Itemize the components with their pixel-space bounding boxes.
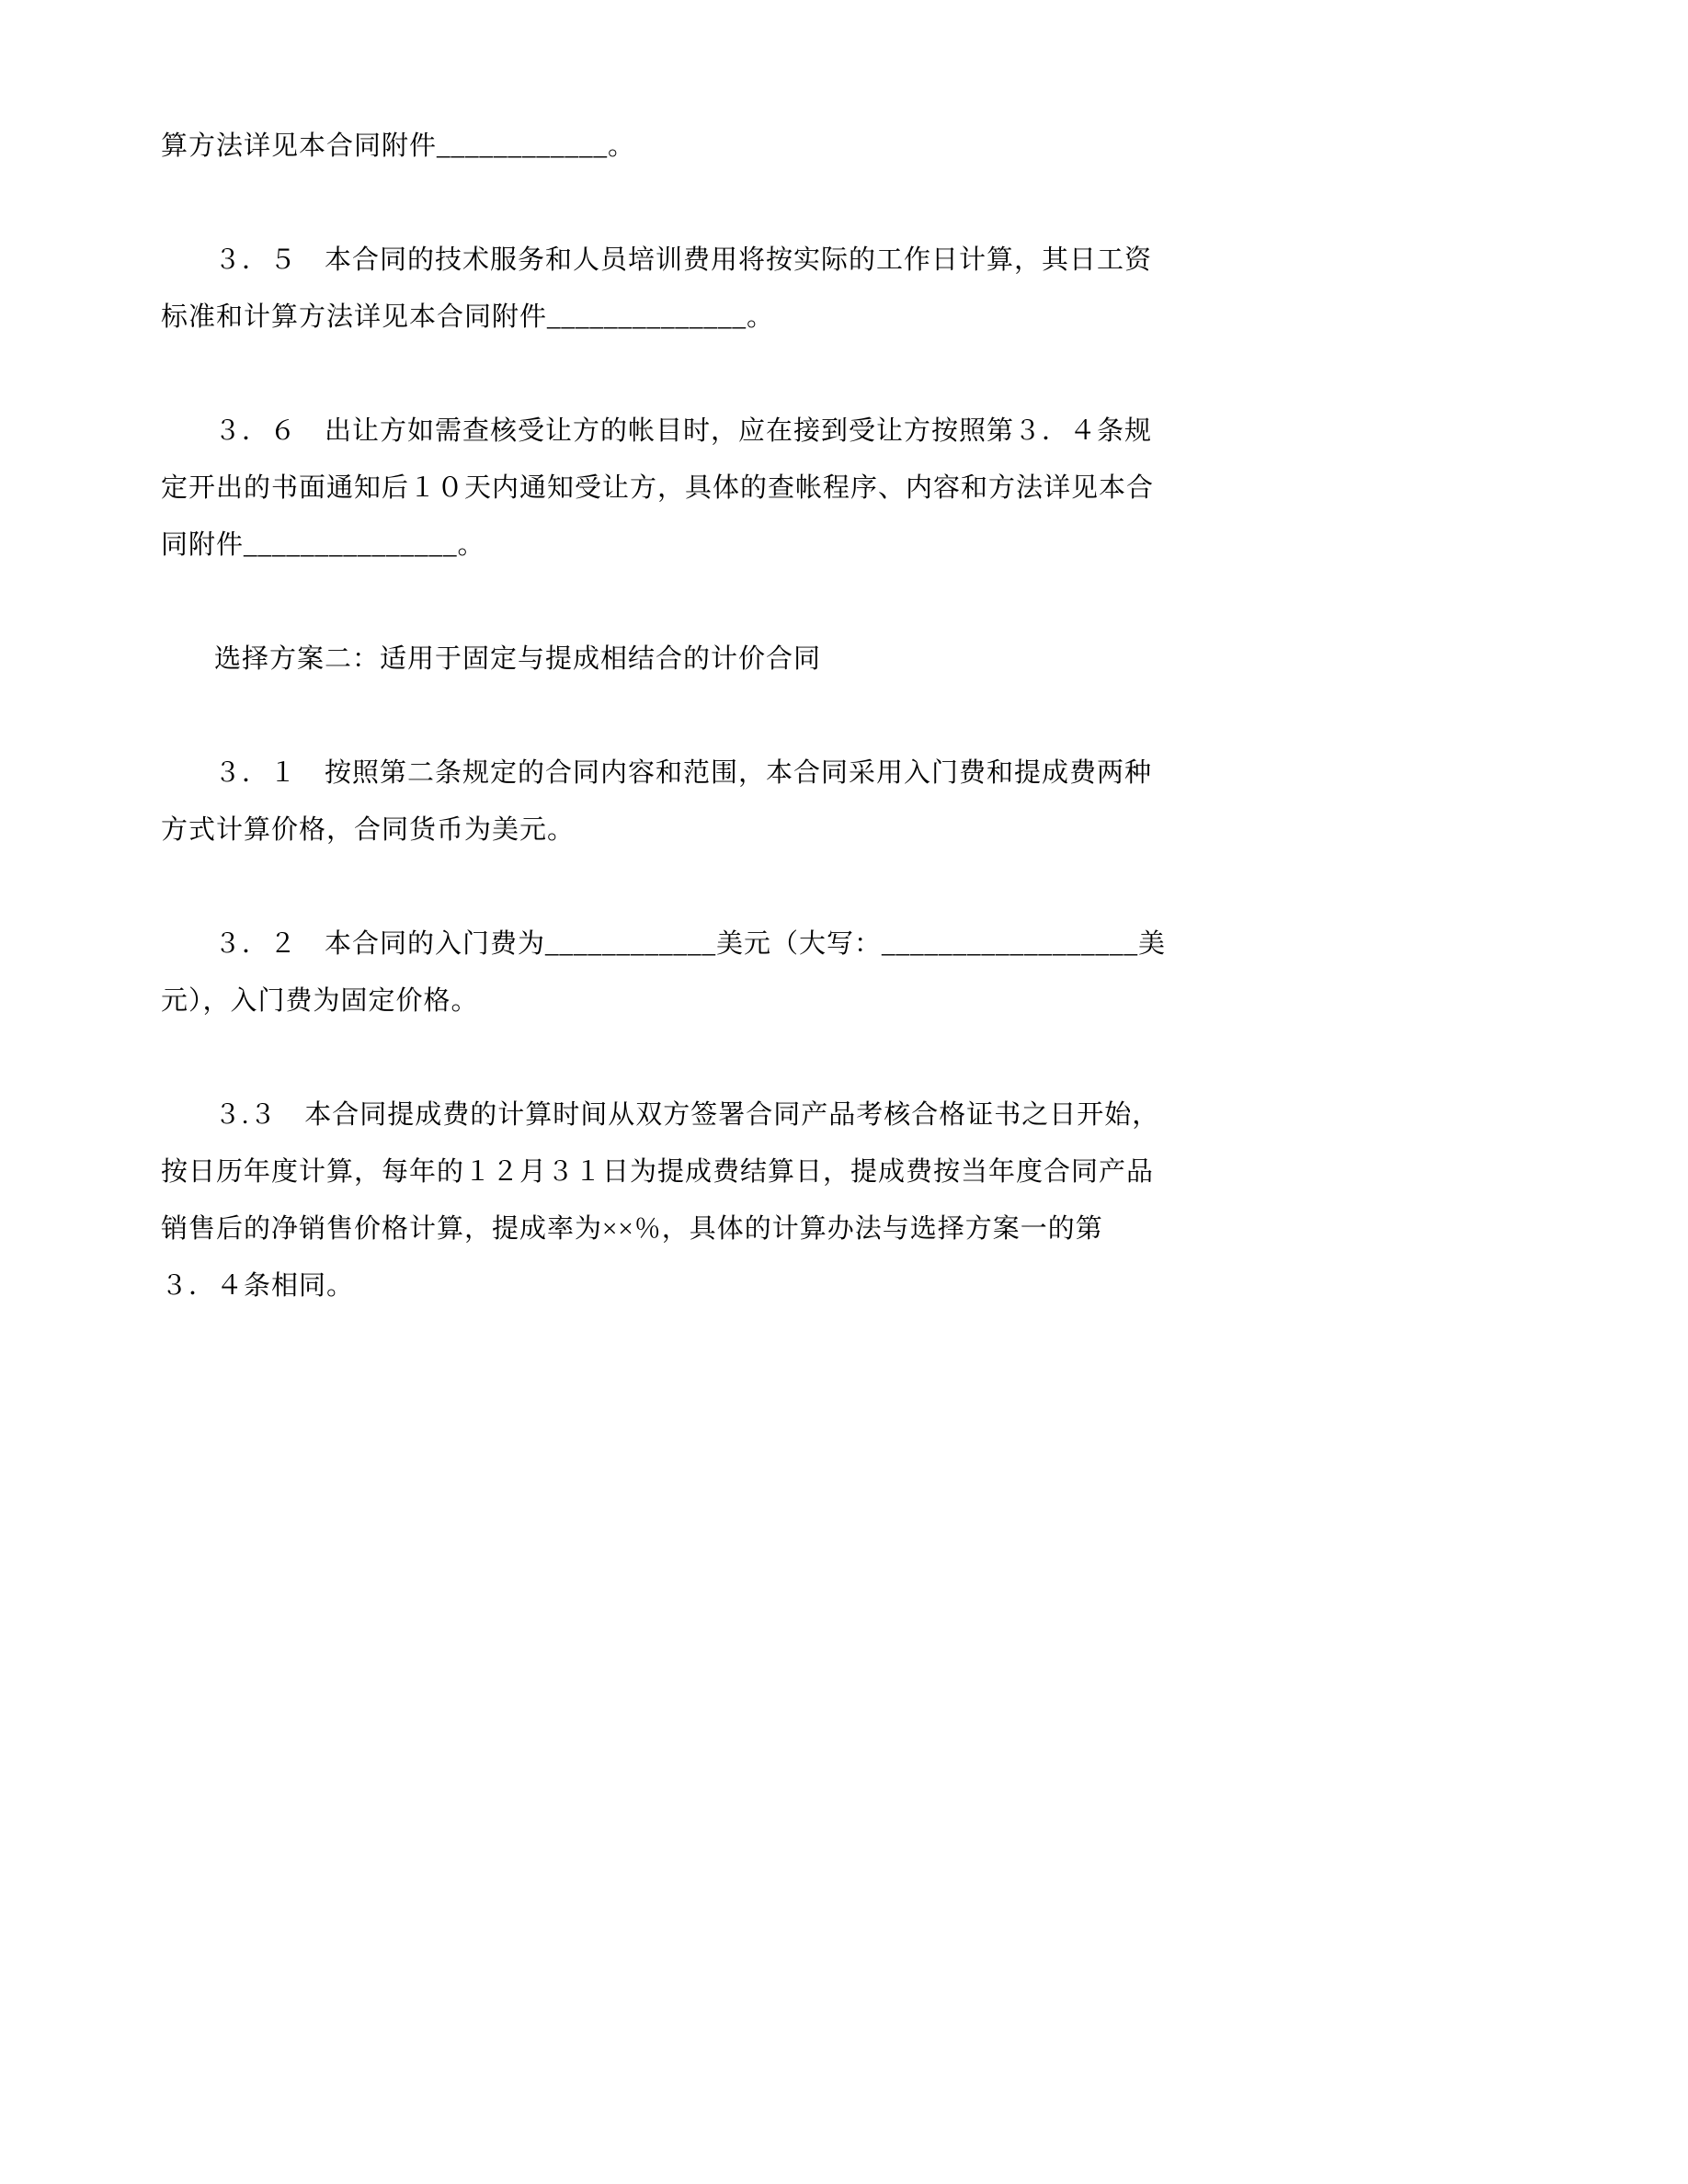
paragraph-continuation: [161, 118, 1527, 175]
paragraph-clause-3-3: [161, 1086, 1527, 1314]
paragraph-clause-3-6: [161, 403, 1527, 574]
clause-3-1-line-2: 方式计算价格，合同货币为美元。: [161, 815, 576, 845]
clause-3-5-line-2: 标准和计算方法详见本合同附件______________。: [161, 302, 775, 332]
clause-3-3-line-2: 按日历年度计算，每年的１２月３１日为提成费结算日，提成费按当年度合同产品: [161, 1157, 1155, 1187]
clause-3-3-line-4: ３．４条相同。: [161, 1271, 355, 1301]
clause-3-5-line-1: ３．５ 本合同的技术服务和人员培训费用将按实际的工作日计算，其日工资: [214, 245, 1153, 275]
clause-3-2-line-1: ３．２ 本合同的入门费为____________美元（大写：__________________美: [214, 929, 1167, 959]
paragraph-clause-3-1: [161, 745, 1527, 859]
paragraph-clause-3-2: [161, 916, 1527, 1029]
text-line-continuation: 算方法详见本合同附件____________。: [161, 131, 636, 161]
clause-3-2-line-2: 元），入门费为固定价格。: [161, 986, 479, 1016]
option-two-heading-line: 选择方案二：适用于固定与提成相结合的计价合同: [214, 644, 822, 674]
clause-3-1-line-1: ３．１ 按照第二条规定的合同内容和范围，本合同采用入门费和提成费两种: [214, 758, 1153, 788]
paragraph-clause-3-5: [161, 232, 1527, 346]
clause-3-6-line-1: ３．６ 出让方如需查核受让方的帐目时，应在接到受让方按照第３．４条规: [214, 416, 1153, 446]
clause-3-3-line-1: ３.３ 本合同提成费的计算时间从双方签署合同产品考核合格证书之日开始，: [214, 1100, 1160, 1130]
clause-3-6-line-3: 同附件_______________。: [161, 530, 485, 560]
clause-3-3-line-3: 销售后的净销售价格计算，提成率为××％，具体的计算办法与选择方案一的第: [161, 1214, 1103, 1244]
paragraph-option-two-heading: [161, 631, 1527, 688]
clause-3-6-line-2: 定开出的书面通知后１０天内通知受让方，具体的查帐程序、内容和方法详见本合: [161, 473, 1155, 503]
